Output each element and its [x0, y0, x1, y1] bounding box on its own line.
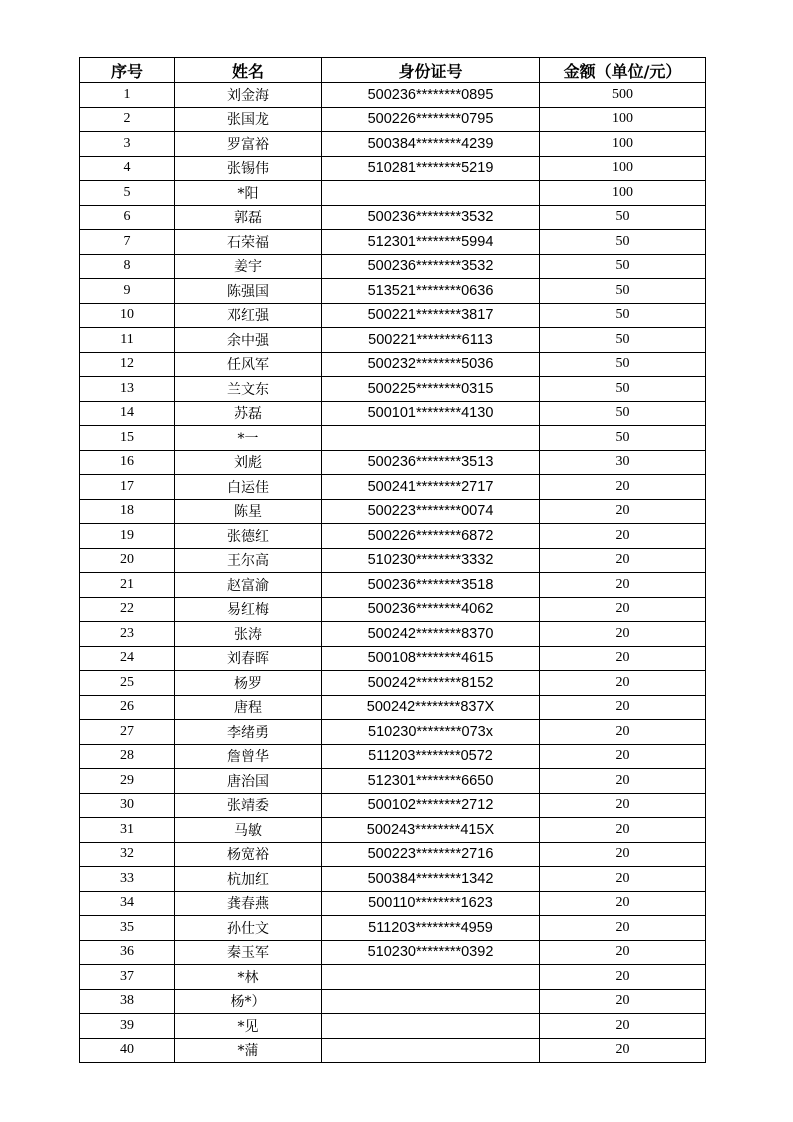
- table-row: [80, 401, 706, 426]
- row-id-number: 500221********6113: [322, 328, 540, 353]
- row-amount: 500: [540, 83, 706, 108]
- table-row: [80, 450, 706, 475]
- table-row: [80, 181, 706, 206]
- row-name: 李绪勇: [175, 720, 322, 745]
- row-amount: 50: [540, 254, 706, 279]
- row-name: 杨宽裕: [175, 842, 322, 867]
- row-amount: 100: [540, 107, 706, 132]
- row-id-number: 500236********3532: [322, 254, 540, 279]
- row-seq: 36: [80, 940, 175, 965]
- donation-table: [79, 57, 706, 1063]
- row-amount: 50: [540, 205, 706, 230]
- row-amount: 50: [540, 352, 706, 377]
- row-id-number: 510281********5219: [322, 156, 540, 181]
- row-id-number: 500236********3532: [322, 205, 540, 230]
- row-name: *见: [175, 1014, 322, 1039]
- row-amount: 50: [540, 401, 706, 426]
- row-id-number: 500223********0074: [322, 499, 540, 524]
- row-seq: 19: [80, 524, 175, 549]
- row-seq: 35: [80, 916, 175, 941]
- row-amount: 20: [540, 989, 706, 1014]
- row-seq: 37: [80, 965, 175, 990]
- row-name: 张国龙: [175, 107, 322, 132]
- row-id-number: 500232********5036: [322, 352, 540, 377]
- row-seq: 30: [80, 793, 175, 818]
- row-seq: 29: [80, 769, 175, 794]
- table-row: [80, 83, 706, 108]
- header-id: 身份证号: [322, 58, 540, 83]
- header-name: 姓名: [175, 58, 322, 83]
- row-name: *一: [175, 426, 322, 451]
- row-id-number: 500226********0795: [322, 107, 540, 132]
- row-id-number: 500241********2717: [322, 475, 540, 500]
- row-name: 张锡伟: [175, 156, 322, 181]
- row-seq: 24: [80, 646, 175, 671]
- table-row: [80, 940, 706, 965]
- row-id-number: 500236********3518: [322, 573, 540, 598]
- row-amount: 20: [540, 916, 706, 941]
- row-name: 詹曾华: [175, 744, 322, 769]
- row-name: 兰文东: [175, 377, 322, 402]
- row-amount: 50: [540, 303, 706, 328]
- table-row: [80, 769, 706, 794]
- row-name: 易红梅: [175, 597, 322, 622]
- row-name: 唐程: [175, 695, 322, 720]
- row-amount: 20: [540, 475, 706, 500]
- row-seq: 10: [80, 303, 175, 328]
- row-seq: 14: [80, 401, 175, 426]
- row-amount: 50: [540, 328, 706, 353]
- row-id-number: 500108********4615: [322, 646, 540, 671]
- row-name: 罗富裕: [175, 132, 322, 157]
- table-row: [80, 695, 706, 720]
- row-amount: 20: [540, 499, 706, 524]
- row-seq: 16: [80, 450, 175, 475]
- row-amount: 20: [540, 965, 706, 990]
- row-seq: 22: [80, 597, 175, 622]
- row-amount: 20: [540, 646, 706, 671]
- row-name: *蒲: [175, 1038, 322, 1063]
- table-row: [80, 1038, 706, 1063]
- row-id-number: 500226********6872: [322, 524, 540, 549]
- row-id-number: 500225********0315: [322, 377, 540, 402]
- row-id-number: 510230********3332: [322, 548, 540, 573]
- table-row: [80, 916, 706, 941]
- row-amount: 20: [540, 524, 706, 549]
- row-id-number: 500243********415X: [322, 818, 540, 843]
- row-id-number: [322, 965, 540, 990]
- row-id-number: 510230********0392: [322, 940, 540, 965]
- row-amount: 100: [540, 181, 706, 206]
- row-name: 张涛: [175, 622, 322, 647]
- row-name: 刘金海: [175, 83, 322, 108]
- row-id-number: [322, 989, 540, 1014]
- table-row: [80, 744, 706, 769]
- row-name: 姜宇: [175, 254, 322, 279]
- row-seq: 6: [80, 205, 175, 230]
- row-amount: 20: [540, 867, 706, 892]
- row-seq: 13: [80, 377, 175, 402]
- row-id-number: 500102********2712: [322, 793, 540, 818]
- table-row: [80, 132, 706, 157]
- row-seq: 8: [80, 254, 175, 279]
- table-row: [80, 156, 706, 181]
- table-row: [80, 573, 706, 598]
- table-row: [80, 965, 706, 990]
- table-row: [80, 720, 706, 745]
- row-name: 石荣福: [175, 230, 322, 255]
- row-name: 杨*）: [175, 989, 322, 1014]
- table-row: [80, 524, 706, 549]
- row-id-number: 500236********4062: [322, 597, 540, 622]
- row-seq: 7: [80, 230, 175, 255]
- row-name: 王尔高: [175, 548, 322, 573]
- row-name: 张靖委: [175, 793, 322, 818]
- row-name: 邓红强: [175, 303, 322, 328]
- row-amount: 20: [540, 842, 706, 867]
- row-seq: 23: [80, 622, 175, 647]
- row-id-number: [322, 181, 540, 206]
- table-row: [80, 793, 706, 818]
- row-amount: 30: [540, 450, 706, 475]
- row-id-number: 512301********6650: [322, 769, 540, 794]
- row-amount: 50: [540, 377, 706, 402]
- row-seq: 5: [80, 181, 175, 206]
- table-row: [80, 205, 706, 230]
- table-row: [80, 230, 706, 255]
- row-name: 白运佳: [175, 475, 322, 500]
- row-name: 任风军: [175, 352, 322, 377]
- row-name: 唐治国: [175, 769, 322, 794]
- header-seq: 序号: [80, 58, 175, 83]
- row-id-number: 500236********3513: [322, 450, 540, 475]
- row-amount: 20: [540, 1038, 706, 1063]
- row-id-number: 512301********5994: [322, 230, 540, 255]
- row-seq: 27: [80, 720, 175, 745]
- row-id-number: 510230********073x: [322, 720, 540, 745]
- table-row: [80, 426, 706, 451]
- table-row: [80, 597, 706, 622]
- row-seq: 18: [80, 499, 175, 524]
- row-seq: 40: [80, 1038, 175, 1063]
- table-row: [80, 1014, 706, 1039]
- row-seq: 3: [80, 132, 175, 157]
- table-row: [80, 548, 706, 573]
- row-name: 杨罗: [175, 671, 322, 696]
- row-id-number: [322, 1014, 540, 1039]
- row-amount: 20: [540, 744, 706, 769]
- row-seq: 12: [80, 352, 175, 377]
- row-amount: 20: [540, 818, 706, 843]
- table-row: [80, 622, 706, 647]
- row-id-number: 500242********8152: [322, 671, 540, 696]
- header-amount: 金额（单位/元）: [540, 58, 706, 83]
- row-name: 孙仕文: [175, 916, 322, 941]
- table-row: [80, 646, 706, 671]
- row-seq: 4: [80, 156, 175, 181]
- table-row: [80, 867, 706, 892]
- row-amount: 100: [540, 132, 706, 157]
- table-row: [80, 842, 706, 867]
- row-id-number: 511203********4959: [322, 916, 540, 941]
- table-row: [80, 671, 706, 696]
- row-name: 龚春燕: [175, 891, 322, 916]
- row-id-number: 500236********0895: [322, 83, 540, 108]
- row-amount: 20: [540, 573, 706, 598]
- table-row: [80, 328, 706, 353]
- row-amount: 20: [540, 891, 706, 916]
- row-name: 苏磊: [175, 401, 322, 426]
- row-name: 刘彪: [175, 450, 322, 475]
- row-name: 杭加红: [175, 867, 322, 892]
- row-name: 赵富渝: [175, 573, 322, 598]
- row-id-number: 500242********837X: [322, 695, 540, 720]
- row-amount: 20: [540, 671, 706, 696]
- row-name: 刘春晖: [175, 646, 322, 671]
- row-name: 秦玉军: [175, 940, 322, 965]
- row-name: 余中强: [175, 328, 322, 353]
- row-seq: 33: [80, 867, 175, 892]
- row-id-number: 500384********4239: [322, 132, 540, 157]
- row-id-number: 500384********1342: [322, 867, 540, 892]
- table-row: [80, 818, 706, 843]
- row-seq: 15: [80, 426, 175, 451]
- row-id-number: [322, 1038, 540, 1063]
- row-seq: 21: [80, 573, 175, 598]
- row-name: *阳: [175, 181, 322, 206]
- row-amount: 50: [540, 230, 706, 255]
- table-row: [80, 279, 706, 304]
- table-row: [80, 891, 706, 916]
- row-id-number: 500242********8370: [322, 622, 540, 647]
- row-id-number: 513521********0636: [322, 279, 540, 304]
- row-seq: 9: [80, 279, 175, 304]
- row-id-number: 500110********1623: [322, 891, 540, 916]
- row-seq: 32: [80, 842, 175, 867]
- row-name: *林: [175, 965, 322, 990]
- row-name: 陈星: [175, 499, 322, 524]
- row-amount: 20: [540, 622, 706, 647]
- row-name: 郭磊: [175, 205, 322, 230]
- row-seq: 20: [80, 548, 175, 573]
- row-name: 陈强国: [175, 279, 322, 304]
- row-seq: 2: [80, 107, 175, 132]
- row-id-number: 500221********3817: [322, 303, 540, 328]
- table-row: [80, 352, 706, 377]
- row-seq: 39: [80, 1014, 175, 1039]
- row-id-number: 511203********0572: [322, 744, 540, 769]
- table-row: [80, 475, 706, 500]
- row-seq: 38: [80, 989, 175, 1014]
- row-id-number: 500223********2716: [322, 842, 540, 867]
- row-amount: 20: [540, 793, 706, 818]
- row-amount: 20: [540, 769, 706, 794]
- row-id-number: 500101********4130: [322, 401, 540, 426]
- row-seq: 28: [80, 744, 175, 769]
- row-amount: 20: [540, 940, 706, 965]
- row-seq: 26: [80, 695, 175, 720]
- row-amount: 20: [540, 597, 706, 622]
- row-amount: 20: [540, 548, 706, 573]
- row-id-number: [322, 426, 540, 451]
- table-row: [80, 107, 706, 132]
- table-row: [80, 499, 706, 524]
- table-row: [80, 989, 706, 1014]
- row-seq: 17: [80, 475, 175, 500]
- row-amount: 20: [540, 720, 706, 745]
- table-row: [80, 303, 706, 328]
- row-amount: 20: [540, 695, 706, 720]
- row-seq: 11: [80, 328, 175, 353]
- row-name: 张德红: [175, 524, 322, 549]
- row-amount: 100: [540, 156, 706, 181]
- row-amount: 50: [540, 426, 706, 451]
- row-seq: 1: [80, 83, 175, 108]
- table-row: [80, 254, 706, 279]
- header-row: [80, 58, 706, 83]
- row-seq: 31: [80, 818, 175, 843]
- row-seq: 25: [80, 671, 175, 696]
- row-name: 马敏: [175, 818, 322, 843]
- row-amount: 20: [540, 1014, 706, 1039]
- table-row: [80, 377, 706, 402]
- row-seq: 34: [80, 891, 175, 916]
- row-amount: 50: [540, 279, 706, 304]
